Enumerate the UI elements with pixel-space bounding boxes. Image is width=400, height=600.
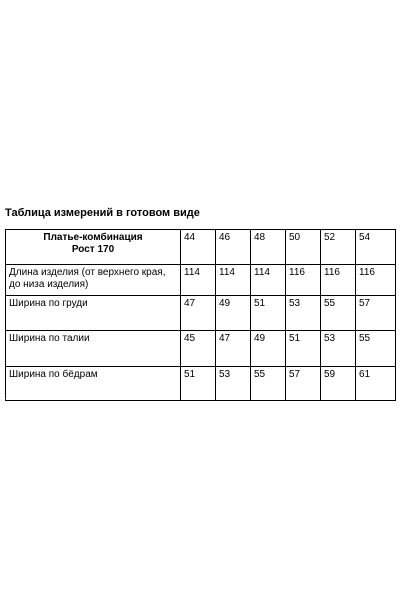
table-cell: 61 xyxy=(356,367,396,401)
table-cell: 55 xyxy=(356,331,396,367)
page-title: Таблица измерений в готовом виде xyxy=(5,207,200,219)
size-header-48: 48 xyxy=(251,230,286,265)
table-row xyxy=(6,331,396,367)
table-cell: 55 xyxy=(251,367,286,401)
table-cell: 47 xyxy=(216,331,251,367)
product-name: Платье-комбинация xyxy=(43,232,143,243)
row-label-waist: Ширина по талии xyxy=(6,331,181,367)
size-header-52: 52 xyxy=(321,230,356,265)
table-header-row xyxy=(6,230,396,265)
table-cell: 45 xyxy=(181,331,216,367)
table-cell: 49 xyxy=(251,331,286,367)
table-row xyxy=(6,367,396,401)
table-cell: 51 xyxy=(181,367,216,401)
table-cell: 51 xyxy=(251,296,286,331)
table-cell: 55 xyxy=(321,296,356,331)
table-cell: 49 xyxy=(216,296,251,331)
table-cell: 57 xyxy=(356,296,396,331)
table-row xyxy=(6,296,396,331)
size-header-54: 54 xyxy=(356,230,396,265)
table-cell: 116 xyxy=(356,265,396,296)
table-cell: 114 xyxy=(216,265,251,296)
table-row xyxy=(6,265,396,296)
table-cell: 53 xyxy=(321,331,356,367)
table-cell: 57 xyxy=(286,367,321,401)
table-cell: 116 xyxy=(286,265,321,296)
table-cell: 53 xyxy=(216,367,251,401)
size-header-50: 50 xyxy=(286,230,321,265)
table-cell: 51 xyxy=(286,331,321,367)
table-cell: 53 xyxy=(286,296,321,331)
table-cell: 59 xyxy=(321,367,356,401)
table-cell: 116 xyxy=(321,265,356,296)
row-label-hips: Ширина по бёдрам xyxy=(6,367,181,401)
table-cell: 47 xyxy=(181,296,216,331)
row-label-chest: Ширина по груди xyxy=(6,296,181,331)
header-product-cell xyxy=(6,230,181,265)
size-header-46: 46 xyxy=(216,230,251,265)
product-height: Рост 170 xyxy=(71,244,115,255)
row-label-length: Длина изделия (от верхнего края, до низа изделия) xyxy=(6,265,181,296)
size-header-44: 44 xyxy=(181,230,216,265)
measurements-table xyxy=(5,229,396,401)
stray-mark xyxy=(5,398,6,399)
table-cell: 114 xyxy=(181,265,216,296)
table-cell: 114 xyxy=(251,265,286,296)
